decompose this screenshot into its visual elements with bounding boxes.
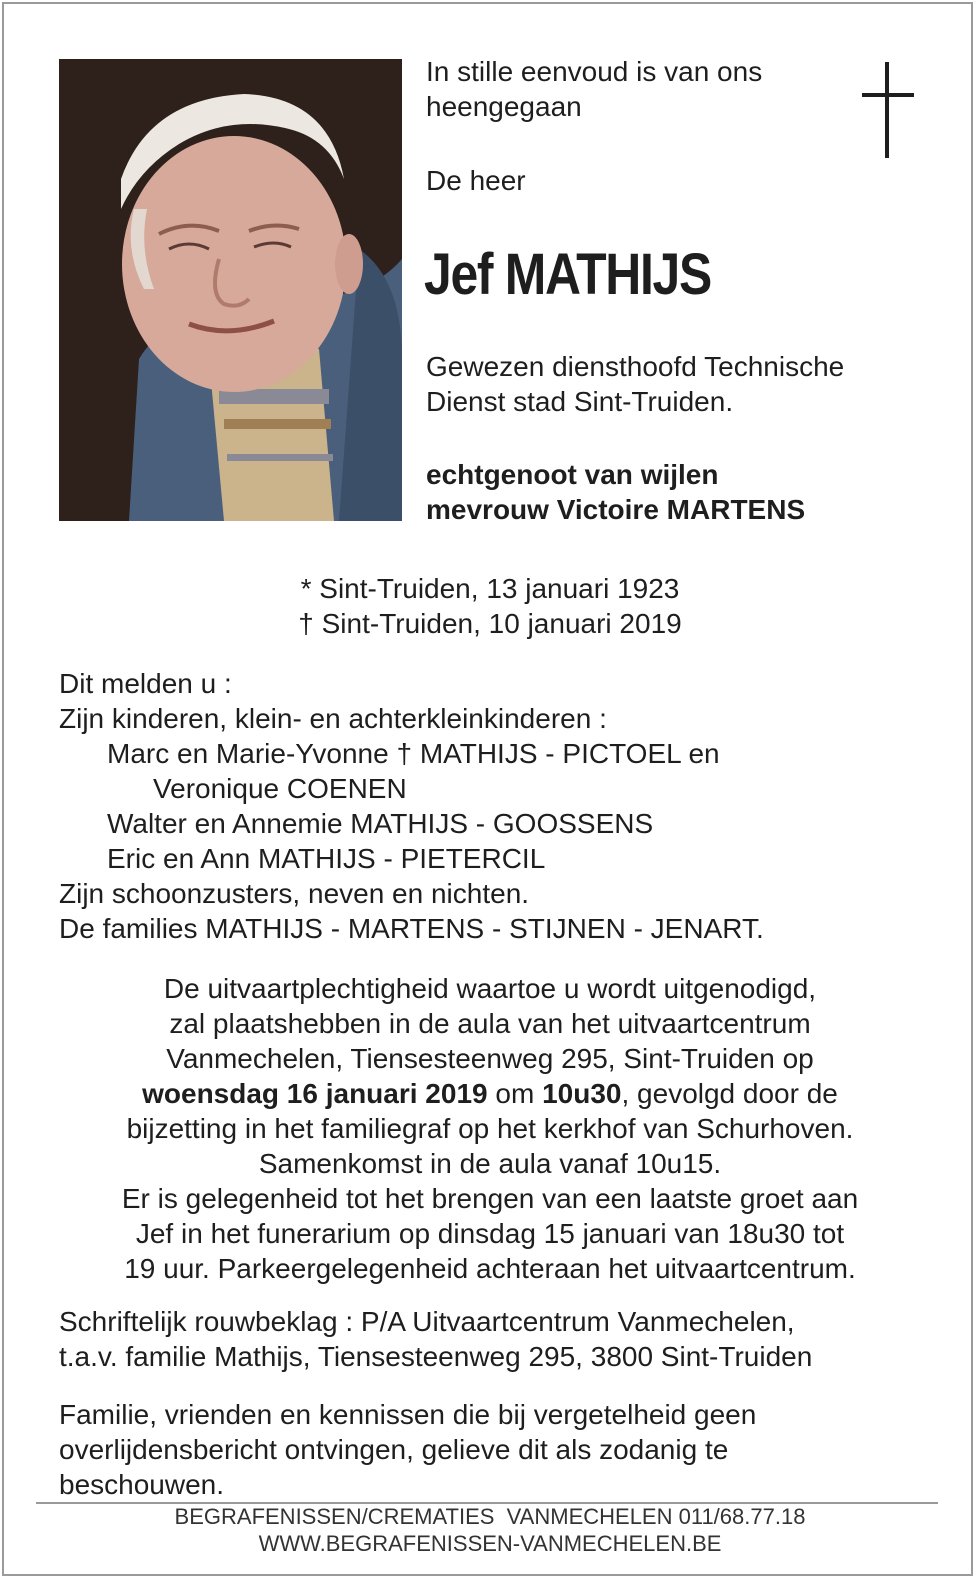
footer-company: BEGRAFENISSEN/CREMATIES VANMECHELEN 011/68.77.18 bbox=[174, 1504, 806, 1529]
family-line: Marc en Marie-Yvonne † MATHIJS - PICTOEL en bbox=[107, 738, 720, 769]
ceremony-line: Jef in het funerarium op dinsdag 15 januari van 18u30 tot bbox=[135, 1218, 845, 1249]
condolences-line: Schriftelijk rouwbeklag : P/A Uitvaartcentrum Vanmechelen, bbox=[59, 1306, 795, 1337]
family-line: Eric en Ann MATHIJS - PIETERCIL bbox=[107, 843, 546, 874]
intro-line: In stille eenvoud is van ons bbox=[426, 56, 763, 87]
footer-website: WWW.BEGRAFENISSEN-VANMECHELEN.BE bbox=[258, 1531, 722, 1556]
family-line: Veronique COENEN bbox=[153, 773, 407, 804]
closing-note-line: beschouwen. bbox=[59, 1469, 225, 1500]
ceremony-line: Samenkomst in de aula vanaf 10u15. bbox=[258, 1148, 722, 1179]
ceremony-info bbox=[0, 971, 980, 1286]
family-line: Walter en Annemie MATHIJS - GOOSSENS bbox=[107, 808, 654, 839]
family-line: Zijn kinderen, klein- en achterkleinkinderen : bbox=[59, 703, 607, 734]
ceremony-line bbox=[0, 1076, 980, 1111]
life-dates bbox=[0, 571, 980, 641]
footer bbox=[0, 1503, 980, 1557]
ceremony-line: De uitvaartplechtigheid waartoe u wordt uitgenodigd, bbox=[163, 973, 817, 1004]
cross-icon bbox=[862, 62, 914, 158]
occupation bbox=[426, 349, 844, 419]
deceased-name: Jef MATHIJS bbox=[424, 242, 711, 307]
family-line: Dit melden u : bbox=[59, 668, 232, 699]
ceremony-om: om bbox=[487, 1078, 543, 1109]
spouse-line: mevrouw Victoire MARTENS bbox=[426, 494, 806, 525]
ceremony-line: 19 uur. Parkeergelegenheid achteraan het uitvaartcentrum. bbox=[124, 1253, 856, 1284]
ceremony-time: 10u30 bbox=[542, 1078, 622, 1109]
intro-text bbox=[426, 54, 762, 124]
ceremony-line: Er is gelegenheid tot het brengen van een laatste groet aan bbox=[121, 1183, 859, 1214]
ceremony-line: bijzetting in het familiegraf op het kerkhof van Schurhoven. bbox=[126, 1113, 854, 1144]
ceremony-line: zal plaatshebben in de aula van het uitvaartcentrum bbox=[169, 1008, 811, 1039]
portrait-illustration bbox=[59, 59, 402, 521]
closing-note-line: Familie, vrienden en kennissen die bij vergetelheid geen bbox=[59, 1399, 757, 1430]
death-date: † Sint-Truiden, 10 januari 2019 bbox=[298, 608, 682, 639]
occupation-line: Gewezen diensthoofd Technische bbox=[426, 351, 845, 382]
ceremony-line: Vanmechelen, Tiensesteenweg 295, Sint-Truiden op bbox=[166, 1043, 814, 1074]
birth-date: * Sint-Truiden, 13 januari 1923 bbox=[300, 573, 680, 604]
condolences bbox=[59, 1304, 812, 1374]
family-list bbox=[59, 666, 764, 946]
closing-note-line: overlijdensbericht ontvingen, gelieve dit als zodanig te bbox=[59, 1434, 729, 1465]
portrait-photo bbox=[59, 59, 402, 521]
occupation-line: Dienst stad Sint-Truiden. bbox=[426, 386, 734, 417]
ceremony-after-time: , gevolgd door de bbox=[621, 1078, 838, 1109]
family-line: De families MATHIJS - MARTENS - STIJNEN - JENART. bbox=[59, 913, 764, 944]
family-line: Zijn schoonzusters, neven en nichten. bbox=[59, 878, 530, 909]
spouse bbox=[426, 457, 805, 527]
intro-line: heengegaan bbox=[426, 91, 582, 122]
ceremony-date: woensdag 16 januari 2019 bbox=[142, 1078, 488, 1109]
honorific: De heer bbox=[426, 165, 526, 196]
spouse-line: echtgenoot van wijlen bbox=[426, 459, 719, 490]
closing-note bbox=[59, 1397, 756, 1502]
condolences-line: t.a.v. familie Mathijs, Tiensesteenweg 295, 3800 Sint-Truiden bbox=[59, 1341, 813, 1372]
